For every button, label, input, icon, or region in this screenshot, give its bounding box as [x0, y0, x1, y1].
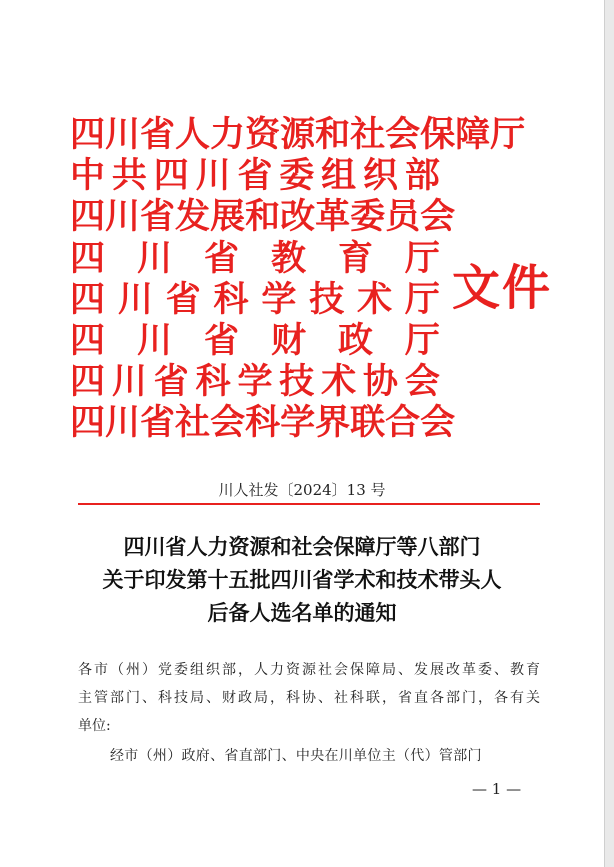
issuer-char: 部 [404, 155, 440, 197]
text-char: 直 [414, 690, 428, 706]
text-char: 社 [318, 662, 332, 678]
issuer-char: 育 [337, 237, 373, 279]
issuer-char: 委 [279, 155, 315, 197]
text-char: 发 [414, 662, 428, 678]
text-char: 改 [446, 662, 460, 678]
issuer-char: 会 [420, 196, 456, 238]
issuer-char: 术 [357, 278, 393, 320]
issuer-char: 会 [404, 361, 440, 403]
text-char: ） [142, 662, 156, 678]
issuer-char: 会 [210, 402, 246, 444]
issuer-char: 四 [70, 402, 106, 444]
issuer-char: 发 [175, 196, 211, 238]
text-char: 局 [382, 662, 396, 678]
issuer-line [70, 402, 456, 444]
issuer-char: 省 [140, 402, 176, 444]
text-char: 、 [318, 690, 332, 706]
title-line: 四川省人力资源和社会保障厅等八部门 [123, 534, 481, 559]
issuer-line [70, 361, 440, 402]
text-char: 保 [350, 662, 364, 678]
document-label: 文件 [452, 260, 553, 316]
text-char: 、 [206, 690, 220, 706]
issuer-char: 川 [105, 114, 141, 155]
text-char: 、 [398, 662, 412, 678]
text-char: 协 [302, 690, 316, 706]
text-char: 教 [510, 662, 524, 678]
text-char: 联 [366, 690, 380, 706]
issuer-char: 力 [210, 114, 246, 155]
issuer-char: 川 [117, 278, 153, 320]
text-char: 各 [78, 662, 92, 678]
addressee-line [78, 656, 540, 684]
addressee-line: 单位: [78, 718, 111, 734]
text-char: ， [382, 690, 396, 706]
issuer-char: 四 [70, 196, 106, 238]
issuer-char: 共 [111, 155, 147, 197]
text-char: 织 [206, 662, 220, 678]
text-char: ， [270, 690, 284, 706]
text-char: 源 [302, 662, 316, 678]
title-line: 后备人选名单的通知 [207, 600, 397, 625]
text-char: 关 [526, 690, 540, 706]
document-number: 川人社发〔2024〕13 号 [218, 481, 386, 499]
text-char: 州 [126, 662, 140, 678]
issuer-char: 联 [350, 402, 386, 444]
text-char: 党 [158, 662, 172, 678]
issuer-char: 保 [420, 114, 456, 155]
text-char: 会 [334, 662, 348, 678]
issuer-char: 厅 [404, 319, 440, 361]
issuer-char: 人 [175, 114, 211, 155]
issuer-char: 教 [270, 237, 306, 279]
text-char: 资 [286, 662, 300, 678]
issuer-char: 省 [203, 237, 239, 279]
issuer-char: 委 [350, 196, 386, 238]
text-char: 部 [446, 690, 460, 706]
text-char: 力 [270, 662, 284, 678]
issuer-char: 科 [195, 361, 231, 403]
issuer-char: 资 [245, 114, 281, 155]
issuer-char: 川 [136, 237, 172, 279]
issuer-line [70, 279, 440, 320]
addressee-line [78, 684, 540, 712]
issuer-char: 员 [385, 196, 421, 238]
text-char: 社 [334, 690, 348, 706]
text-char: 革 [462, 662, 476, 678]
issuer-line [70, 155, 440, 196]
issuer-char: 财 [270, 319, 306, 361]
issuer-char: 四 [70, 114, 106, 155]
issuer-line [70, 196, 456, 238]
issuer-char: 四 [70, 237, 106, 279]
issuer-char: 省 [203, 319, 239, 361]
text-char: 科 [350, 690, 364, 706]
issuer-char: 和 [245, 196, 281, 238]
text-char: （ [110, 662, 124, 678]
text-char: ， [478, 690, 492, 706]
text-char: 政 [238, 690, 252, 706]
document-title [0, 530, 604, 629]
issuer-char: 协 [363, 361, 399, 403]
issuer-char: 会 [385, 114, 421, 155]
issuer-char: 四 [153, 155, 189, 197]
issuer-char: 厅 [404, 237, 440, 279]
text-char: 主 [78, 690, 92, 706]
text-char: 展 [430, 662, 444, 678]
issuer-line [70, 114, 526, 155]
text-char: 有 [510, 690, 524, 706]
issuer-char: 学 [237, 361, 273, 403]
text-char: 部 [110, 690, 124, 706]
red-divider-line [78, 503, 540, 505]
issuer-char: 源 [280, 114, 316, 155]
issuer-char: 川 [195, 155, 231, 197]
page-number: — 1 — [472, 780, 522, 798]
issuer-line [70, 238, 440, 279]
issuer-char: 障 [455, 114, 491, 155]
text-char: 门 [462, 690, 476, 706]
text-char: 科 [286, 690, 300, 706]
issuer-char: 四 [70, 278, 106, 320]
issuer-char: 省 [140, 196, 176, 238]
issuer-char: 界 [315, 402, 351, 444]
text-char: 各 [494, 690, 508, 706]
text-char: 各 [430, 690, 444, 706]
issuer-char: 川 [136, 319, 172, 361]
issuer-char: 织 [363, 155, 399, 197]
issuer-char: 和 [315, 114, 351, 155]
issuer-char: 省 [237, 155, 273, 197]
issuer-char: 社 [175, 402, 211, 444]
issuer-char: 政 [337, 319, 373, 361]
text-char: 省 [398, 690, 412, 706]
title-line: 关于印发第十五批四川省学术和技术带头人 [102, 567, 502, 592]
issuer-char: 技 [309, 278, 345, 320]
issuer-line [70, 320, 440, 361]
issuer-char: 四 [70, 319, 106, 361]
issuer-char: 会 [420, 402, 456, 444]
issuer-char: 厅 [404, 278, 440, 320]
text-char: 门 [126, 690, 140, 706]
addressee-paragraph [78, 656, 540, 740]
issuer-char: 合 [385, 402, 421, 444]
text-char: 、 [142, 690, 156, 706]
issuer-char: 四 [70, 361, 106, 403]
text-char: 人 [254, 662, 268, 678]
issuer-char: 中 [70, 155, 106, 197]
text-char: 、 [494, 662, 508, 678]
issuer-char: 省 [153, 361, 189, 403]
issuer-char: 厅 [490, 114, 526, 155]
text-char: 委 [174, 662, 188, 678]
issuer-char: 学 [280, 402, 316, 444]
text-char: 育 [526, 662, 540, 678]
text-char: 部 [222, 662, 236, 678]
text-char: 障 [366, 662, 380, 678]
text-char: 技 [174, 690, 188, 706]
issuer-char: 术 [321, 361, 357, 403]
issuer-char: 川 [111, 361, 147, 403]
issuer-char: 技 [279, 361, 315, 403]
text-char: 市 [94, 662, 108, 678]
body-paragraph: 经市（州）政府、省直部门、中央在川单位主（代）管部门 [110, 748, 482, 764]
text-char: 局 [254, 690, 268, 706]
text-char: 财 [222, 690, 236, 706]
text-char: 委 [478, 662, 492, 678]
issuer-char: 革 [315, 196, 351, 238]
issuer-char: 科 [213, 278, 249, 320]
issuer-char: 川 [105, 196, 141, 238]
text-char: 管 [94, 690, 108, 706]
text-char: 局 [190, 690, 204, 706]
issuer-char: 省 [140, 114, 176, 155]
issuer-char: 社 [350, 114, 386, 155]
text-char: 科 [158, 690, 172, 706]
issuer-char: 省 [165, 278, 201, 320]
issuer-char: 改 [280, 196, 316, 238]
issuer-char: 组 [321, 155, 357, 197]
issuer-char: 川 [105, 402, 141, 444]
issuer-char: 展 [210, 196, 246, 238]
issuer-char: 科 [245, 402, 281, 444]
text-char: 组 [190, 662, 204, 678]
text-char: ， [238, 662, 252, 678]
issuer-char: 学 [261, 278, 297, 320]
